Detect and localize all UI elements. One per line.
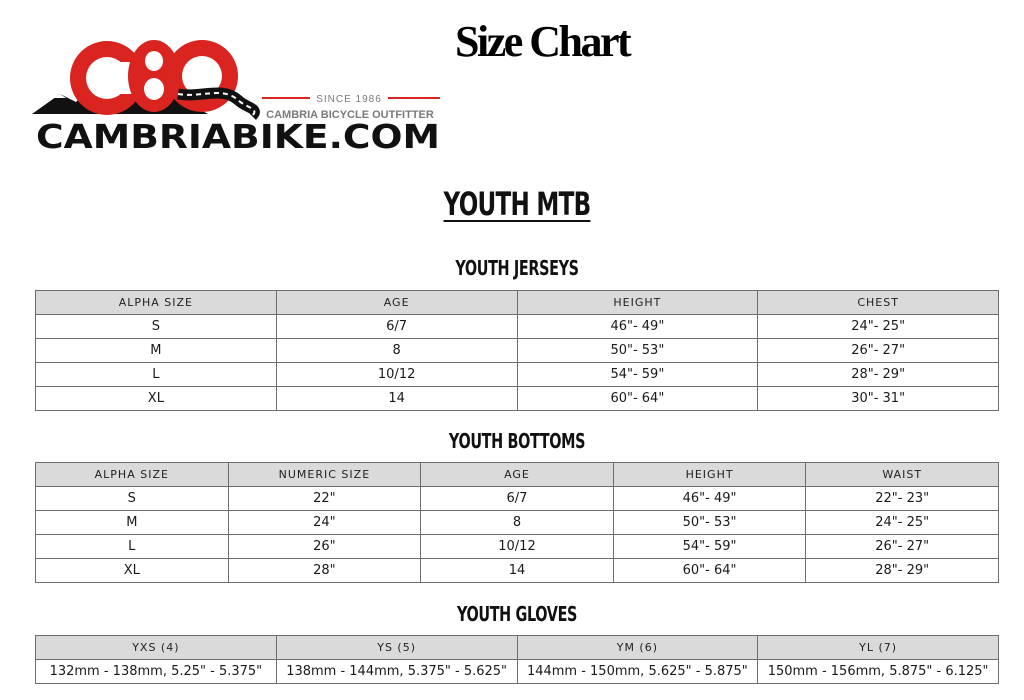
table-cell: 50"- 53" [517,339,758,363]
cbo-initials-icon [70,40,254,116]
table-cell: 8 [276,339,517,363]
logo-site-name: CAMBRIABIKE.COM [36,117,440,154]
logo-tagline: CAMBRIA BICYCLE OUTFITTER [266,109,434,121]
column-header: YS (5) [276,636,517,660]
table-cell: 26" [228,535,421,559]
section-heading: YOUTH MTB [443,185,591,223]
table-cell: 26"- 27" [758,339,999,363]
table-row [36,487,999,511]
table-row [36,387,999,411]
table-cell: 14 [276,387,517,411]
table-cell: XL [36,559,229,583]
cambria-logo-graphic [32,28,444,154]
table-cell: 22" [228,487,421,511]
cambria-logo[interactable] [32,28,444,154]
table-cell: 46"- 49" [517,315,758,339]
bottoms-heading: YOUTH BOTTOMS [448,429,586,453]
table-cell: 28"- 29" [806,559,999,583]
column-header: NUMERIC SIZE [228,463,421,487]
column-header: AGE [421,463,614,487]
table-cell: S [36,487,229,511]
table-cell: M [36,511,229,535]
table-cell: 6/7 [421,487,614,511]
page-title: Size Chart [455,17,630,66]
column-header: YL (7) [758,636,999,660]
table-row [36,363,999,387]
column-header: WAIST [806,463,999,487]
table-row [36,315,999,339]
jerseys-heading: YOUTH JERSEYS [455,256,579,280]
table-header-row [36,636,999,660]
table-cell: 28" [228,559,421,583]
table-cell: 24" [228,511,421,535]
table-cell: S [36,315,277,339]
table-cell: 22"- 23" [806,487,999,511]
table-cell: 30"- 31" [758,387,999,411]
column-header: CHEST [758,291,999,315]
table-cell: L [36,535,229,559]
gloves-heading: YOUTH GLOVES [456,602,578,626]
table-cell: 50"- 53" [613,511,806,535]
column-header: HEIGHT [613,463,806,487]
table-row [36,559,999,583]
column-header: ALPHA SIZE [36,291,277,315]
table-cell: M [36,339,277,363]
column-header: AGE [276,291,517,315]
table-cell: 26"- 27" [806,535,999,559]
table-cell: 144mm - 150mm, 5.625" - 5.875" [517,660,758,684]
table-row [36,339,999,363]
table-cell: 60"- 64" [613,559,806,583]
table-row [36,511,999,535]
table-cell: 132mm - 138mm, 5.25" - 5.375" [36,660,277,684]
column-header: ALPHA SIZE [36,463,229,487]
table-cell: 10/12 [421,535,614,559]
table-cell: 46"- 49" [613,487,806,511]
table-cell: 6/7 [276,315,517,339]
table-row [36,660,999,684]
column-header: YXS (4) [36,636,277,660]
table-cell: 150mm - 156mm, 5.875" - 6.125" [758,660,999,684]
table-cell: 14 [421,559,614,583]
table-header-row [36,463,999,487]
table-cell: 24"- 25" [758,315,999,339]
bottoms-table [35,462,999,583]
jerseys-table [35,290,999,411]
table-header-row [36,291,999,315]
table-cell: 54"- 59" [613,535,806,559]
logo-since: SINCE 1986 [316,94,382,105]
table-cell: L [36,363,277,387]
table-cell: 28"- 29" [758,363,999,387]
table-cell: 8 [421,511,614,535]
table-cell: 10/12 [276,363,517,387]
gloves-table [35,635,999,684]
column-header: YM (6) [517,636,758,660]
table-row [36,535,999,559]
table-cell: 60"- 64" [517,387,758,411]
table-cell: 54"- 59" [517,363,758,387]
table-cell: 138mm - 144mm, 5.375" - 5.625" [276,660,517,684]
table-cell: 24"- 25" [806,511,999,535]
table-cell: XL [36,387,277,411]
column-header: HEIGHT [517,291,758,315]
